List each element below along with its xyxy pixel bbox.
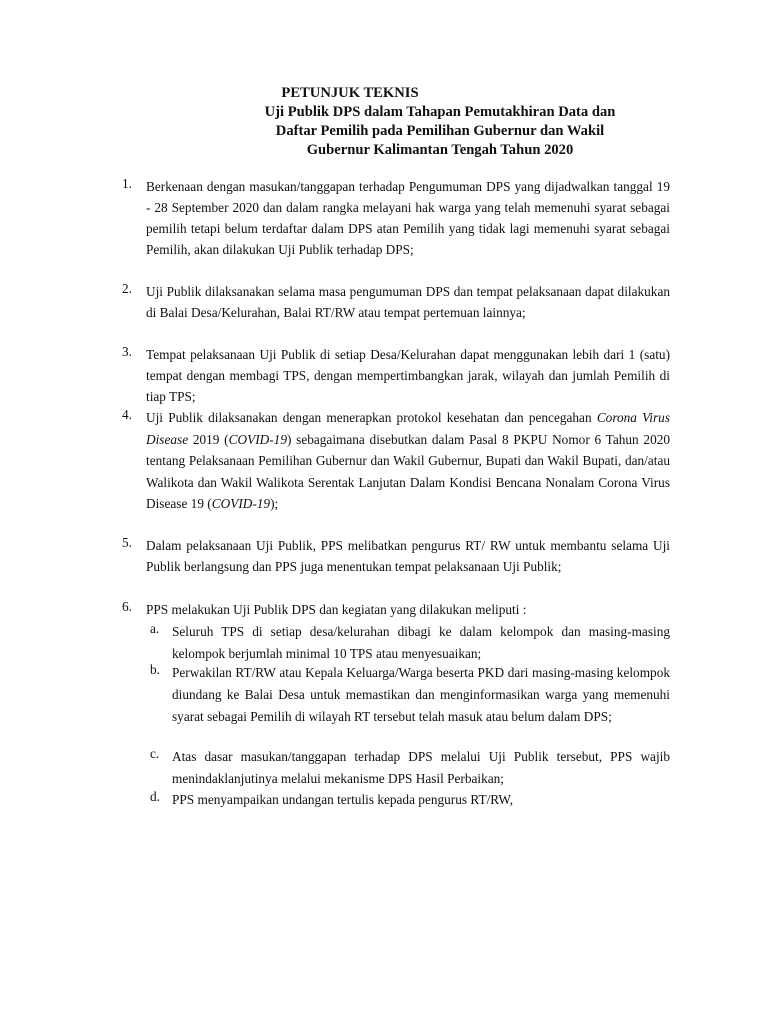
sub-item-label: c. <box>150 746 160 761</box>
title-line-1: PETUNJUK TEKNIS <box>281 85 419 101</box>
emphasis-text: Corona Virus Disease <box>146 410 670 447</box>
sub-item-label: b. <box>150 662 160 677</box>
list-number: 4. <box>122 407 132 422</box>
emphasis-text: COVID-19 <box>228 431 287 447</box>
list-item-text: Uji Publik dilaksanakan selama masa pengumuman DPS dan tempat pelaksanaan dapat dilakukan di Balai Desa/Kelurahan, Balai RT/RW atau tempat pertemuan lainnya; <box>146 284 670 320</box>
title-line-2: Uji Publik DPS dalam Tahapan Pemutakhiran Data dan <box>264 104 616 120</box>
list-number: 5. <box>122 535 132 550</box>
sub-item-label: a. <box>150 621 160 636</box>
sub-item-text: Perwakilan RT/RW atau Kepala Keluarga/Warga beserta PKD dari masing-masing kelompok diundang ke Balai Desa untuk memastikan dan menginformasikan warga yang memenuhi syarat sebagai Pemilih di wilayah RT tersebut telah masuk atau belum dalam DPS; <box>172 665 670 724</box>
sub-item-label: d. <box>150 789 160 804</box>
list-number: 6. <box>122 599 132 614</box>
emphasis-text: COVID-19 <box>211 496 271 511</box>
sub-item-text: Atas dasar masukan/tanggapan terhadap DPS melalui Uji Publik tersebut, PPS wajib menindaklanjutinya melalui mekanisme DPS Hasil Perbaikan; <box>172 749 670 786</box>
document-title <box>230 84 650 160</box>
list-number: 1. <box>122 176 132 191</box>
title-line-3: Daftar Pemilih pada Pemilihan Gubernur dan Wakil <box>275 123 605 139</box>
list-item-text: PPS melakukan Uji Publik DPS dan kegiatan yang dilakukan meliputi : <box>146 602 527 617</box>
list-item-text: Tempat pelaksanaan Uji Publik di setiap Desa/Kelurahan dapat menggunakan lebih dari 1 (satu) tempat dengan membagi TPS, dengan mempertimbangkan jarak, wilayah dan jumlah Pemilih di tiap TPS; <box>146 347 670 404</box>
list-item-text: Uji Publik dilaksanakan dengan menerapkan protokol kesehatan dan pencegahan Corona Virus Disease 2019 (COVID-19) sebagaimana disebutkan dalam Pasal 8 PKPU Nomor 6 Tahun 2020 tentang Pelaksanaan Pemilihan Gubernur dan Wakil Gubernur, Bupati dan Wakil Bupati, dan/atau Walikota dan Wakil Walikota Serentak Lanjutan Dalam Kondisi Bencana Nonalam Corona Virus Disease 19 (COVID-19); <box>146 410 671 511</box>
list-item-text: Dalam pelaksanaan Uji Publik, PPS melibatkan pengurus RT/ RW untuk membantu selama Uji Publik berlangsung dan PPS juga menentukan tempat pelaksanaan Uji Publik; <box>146 538 670 574</box>
list-item-text: Berkenaan dengan masukan/tanggapan terhadap Pengumuman DPS yang dijadwalkan tanggal 19 - 28 September 2020 dan dalam rangka melayani hak warga yang telah memenuhi syarat sebagai pemilih tetapi belum terdaftar dalam DPS atan Pemilih yang tidak lagi memenuhi syarat sebagai Pemilih, akan dilakukan Uji Publik terhadap DPS; <box>146 179 670 257</box>
list-number: 2. <box>122 281 132 296</box>
title-line-4: Gubernur Kalimantan Tengah Tahun 2020 <box>306 142 574 158</box>
list-number: 3. <box>122 344 132 359</box>
sub-item-text: PPS menyampaikan undangan tertulis kepada pengurus RT/RW, <box>172 792 514 807</box>
sub-item-text: Seluruh TPS di setiap desa/kelurahan dibagi ke dalam kelompok dan masing-masing kelompok berjumlah minimal 10 TPS atau menyesuaikan; <box>172 624 670 661</box>
